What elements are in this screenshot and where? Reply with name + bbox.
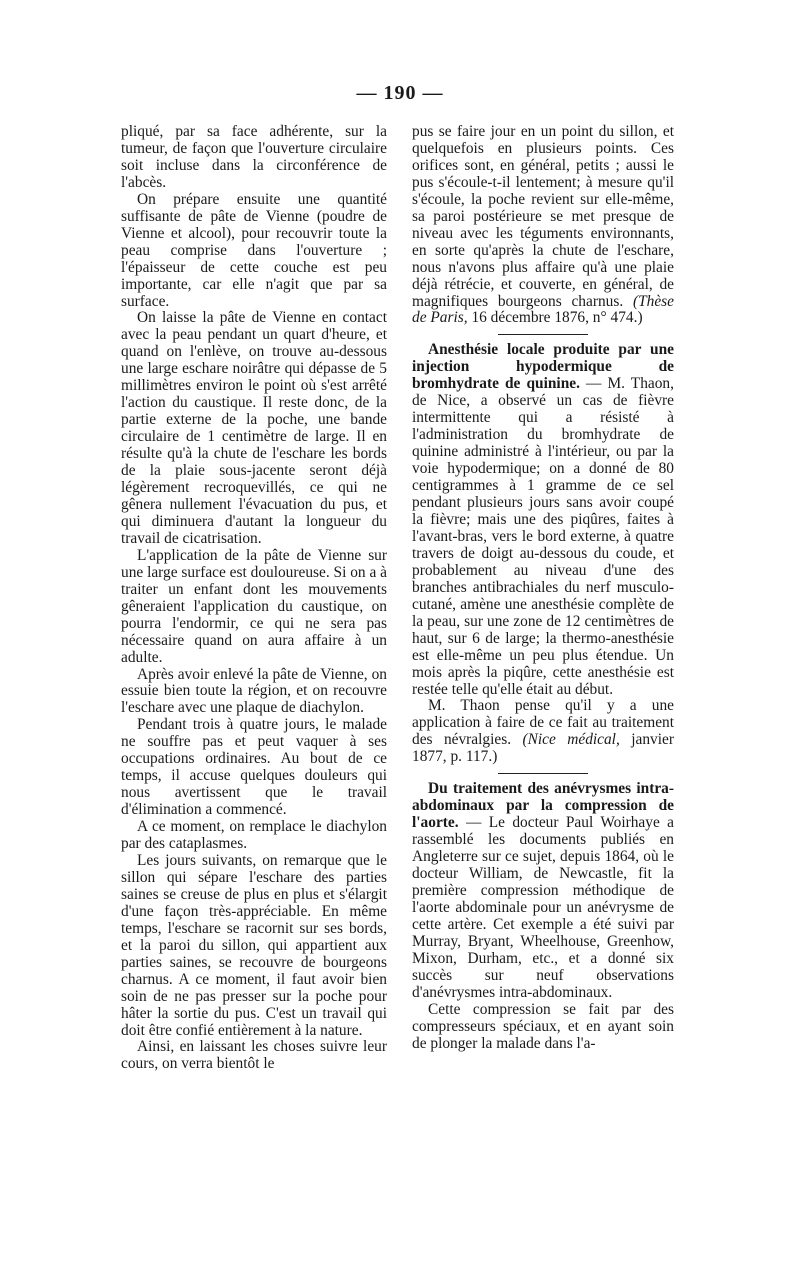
section-divider	[498, 773, 588, 774]
paragraph: On prépare ensuite une quantité suffisante de pâte de Vienne (poudre de Vienne et alcool), pour recouvrir toute la peau comprise dans l'ouverture ; l'épaisseur de cette couche est peu importante, car elle n'agit que par sa surface.	[121, 190, 387, 310]
section-paragraph	[412, 781, 674, 1001]
paragraph	[412, 124, 674, 327]
paragraph: A ce moment, on remplace le diachylon par des cataplasmes.	[121, 818, 387, 853]
paragraph: pliqué, par sa face adhérente, sur la tumeur, de façon que l'ouverture circulaire soit incluse dans la circonférence de l'abcès.	[121, 123, 387, 191]
paragraph: Après avoir enlevé la pâte de Vienne, on essuie bien toute la région, et on recouvre l'eschare avec une plaque de diachylon.	[121, 665, 387, 717]
section-divider	[498, 334, 588, 335]
page-number: — 190 —	[356, 82, 444, 104]
paragraph: Ainsi, en laissant les choses suivre leur cours, on verra bientôt le	[121, 1038, 387, 1073]
right-column	[412, 124, 674, 1053]
paragraph: L'application de la pâte de Vienne sur une large surface est douloureuse. Si on a à traiter un enfant dont les mouvements gêneraient l'application du caustique, on pourra l'endormir, ce qui ne sera pas nécessaire quand on aura affaire à un adulte.	[121, 546, 387, 666]
section-paragraph	[412, 342, 674, 698]
section-heading: Anesthésie locale produite par une injection hypodermique de bromhydrate de quinine.	[412, 341, 674, 393]
citation: (Nice médical,	[522, 731, 620, 749]
citation-end: janvier 1877, p. 117.)	[412, 731, 674, 766]
left-column	[121, 124, 387, 1073]
citation-end: 16 décembre 1876, n° 474.)	[471, 309, 643, 327]
paragraph-text: M. Thaon pense qu'il y a une application à faire de ce fait au traitement des névralgies.	[412, 697, 674, 749]
paragraph: Les jours suivants, on remarque que le sillon qui sépare l'eschare des parties saines se creuse de plus en plus et s'élargit d'une façon très-appréciable. En même temps, l'eschare se racornit sur ses bords, et la paroi du sillon, qui appartient aux parties saines, se recouvre de bourgeons charnus. A ce moment, il faut avoir bien soin de ne pas presser sur la poche pour hâter la sortie du pus. C'est un travail qui doit être confié entièrement à la nature.	[121, 851, 387, 1039]
paragraph: Cette compression se fait par des compresseurs spéciaux, et en ayant soin de plonger la malade dans l'a-	[412, 1000, 674, 1052]
section-text: — Le docteur Paul Woirhaye a rassemblé les documents publiés en Angleterre sur ce sujet, depuis 1864, où le docteur William, de Newcastle, fit la première compression méthodique de l'aorte abdominale pour un anévrysme de cette artère. Cet exemple a été suivi par Murray, Bryant, Wheelhouse, Greenhow, Mixon, Durham, etc., et a donné six succès sur neuf observations d'anévrysmes intra-abdominaux.	[412, 814, 674, 1001]
section-text: — M. Thaon, de Nice, a observé un cas de fièvre intermittente qui a résisté à l'administration du bromhydrate de quinine administré à l'intérieur, ou par la voie hypodermique; on a donné de 80 centigrammes à 1 gramme de ce sel pendant plusieurs jours sans avoir coupé la fièvre; mais une des piqûres, faites à l'avant-bras, vers le bord externe, à quatre travers de doigt au-dessous du coude, et probablement au niveau d'une des branches antibrachiales du nerf musculo-cutané, amène une anesthésie complète de la peau, sur une zone de 12 centimètres de haut, sur 6 de large; la thermo-anesthésie est elle-même un peu plus étendue. Un mois après la piqûre, cette anesthésie est restée telle qu'elle était au début.	[412, 375, 674, 698]
paragraph: Pendant trois à quatre jours, le malade ne souffre pas et peut vaquer à ses occupations ordinaires. Au bout de ce temps, il accuse quelques douleurs qui nous avertissent que le travail d'élimination a commencé.	[121, 716, 387, 819]
citation: (Thèse de Paris,	[412, 292, 674, 327]
section-heading: Du traitement des anévrysmes intra-abdominaux par la compression de l'aorte.	[412, 780, 674, 832]
paragraph: On laisse la pâte de Vienne en contact avec la peau pendant un quart d'heure, et quand on l'enlève, on trouve au-dessous une large eschare noirâtre qui dépasse de 5 millimètres environ le point où s'est arrêté l'action du caustique. Il reste donc, de la partie externe de la poche, une bande circulaire de 1 centimètre de large. Il en résulte qu'à la chute de l'eschare les bords de la plaie sous-jacente seront déjà légèrement recroquevillés, ce qui ne gênera nullement l'évacuation du pus, et qui diminuera d'autant la longueur du travail de cicatrisation.	[121, 309, 387, 547]
paragraph-text: pus se faire jour en un point du sillon, et quelquefois en plusieurs points. Ces orifices sont, en général, petits ; aussi le pus s'écoule-t-il lentement; à mesure qu'il s'écoule, la poche revient sur elle-même, sa paroi postérieure se met presque de niveau avec les téguments environnants, en sorte qu'après la chute de l'eschare, nous n'avons plus affaire qu'à une plaie déjà rétrécie, et couverte, en général, de magnifiques bourgeons charnus.	[412, 123, 674, 310]
paragraph	[412, 698, 674, 766]
